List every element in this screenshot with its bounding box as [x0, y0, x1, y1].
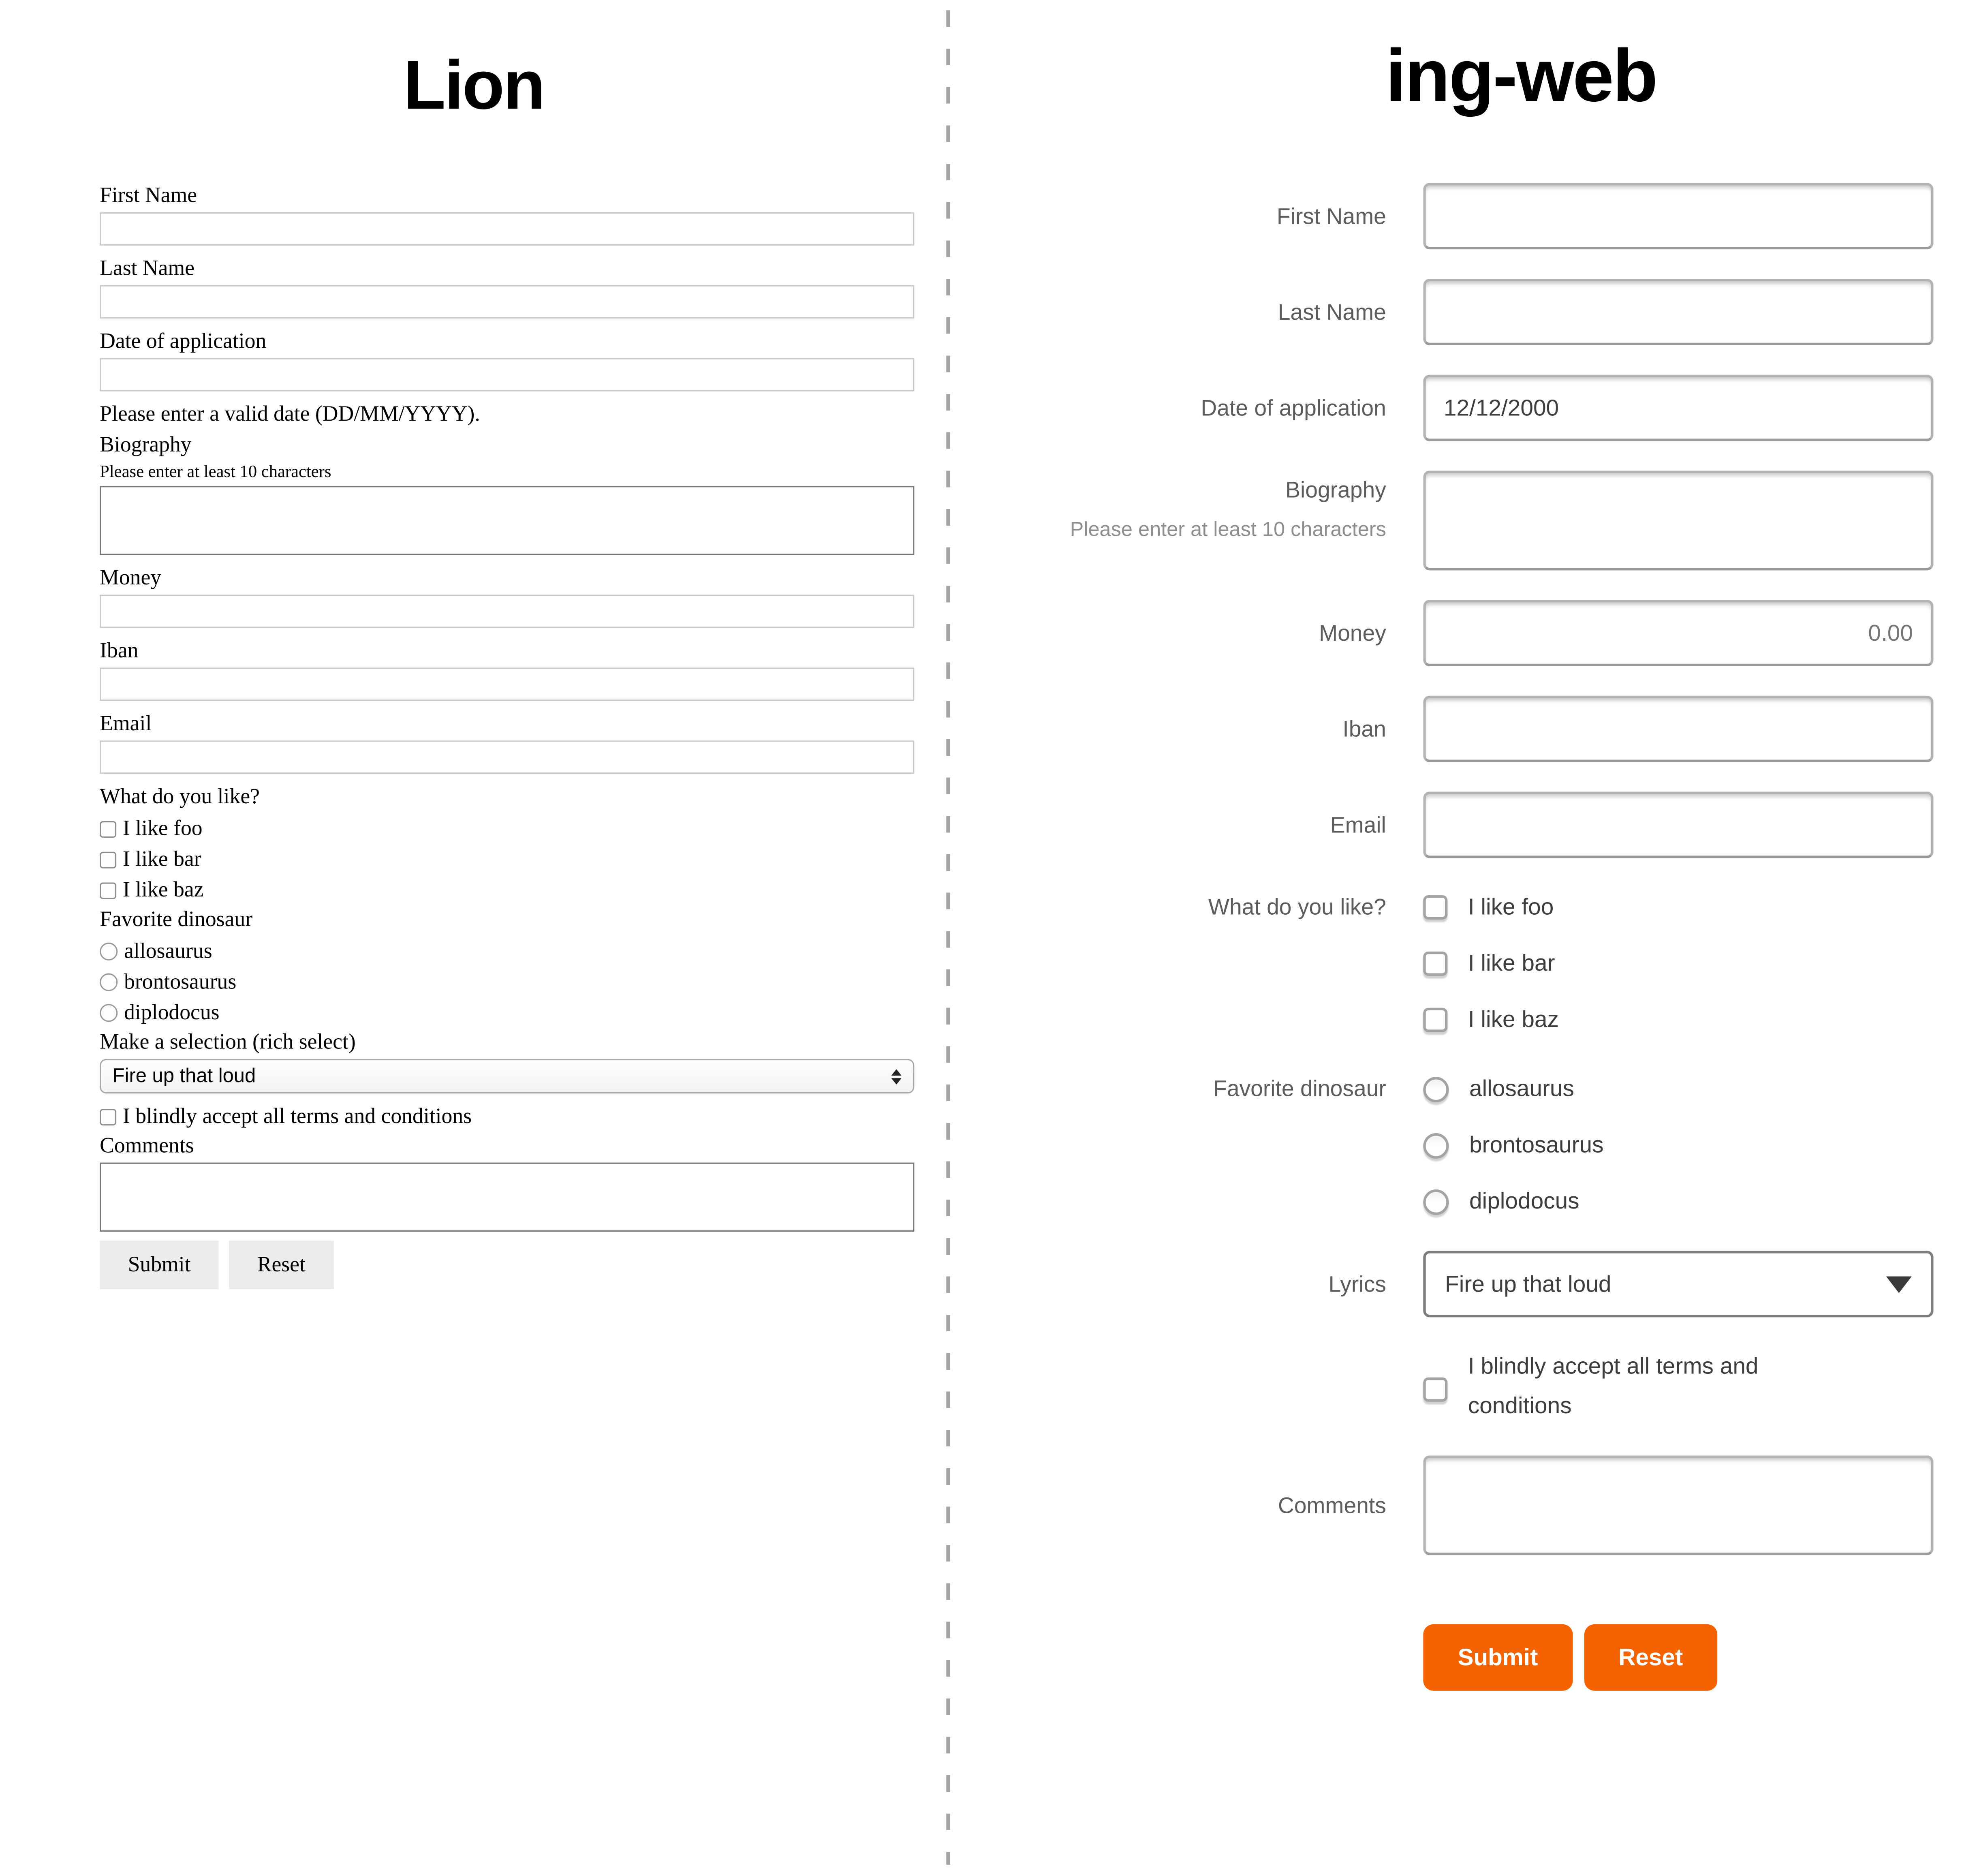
biography-label: Biography	[100, 432, 192, 457]
biography-label-block	[947, 471, 1386, 542]
email-label: Email	[100, 711, 152, 736]
money-label: Money	[1319, 620, 1386, 646]
ing-web-panel	[947, 0, 1977, 1691]
comments-textarea[interactable]	[1423, 1455, 1933, 1555]
radio-label: brontosaurus	[1469, 1132, 1604, 1157]
checkbox[interactable]	[1423, 1008, 1447, 1032]
form-row	[947, 1347, 1977, 1426]
form-row	[947, 600, 1977, 666]
submit-button[interactable]: Submit	[100, 1241, 219, 1289]
button-row	[100, 1241, 914, 1289]
biography-textarea[interactable]	[100, 486, 914, 555]
radio-button[interactable]	[1423, 1189, 1449, 1214]
form-row	[947, 471, 1977, 570]
radio-button[interactable]	[100, 973, 118, 991]
date-label: Date of application	[100, 329, 267, 353]
form-row	[947, 696, 1977, 762]
iban-input[interactable]	[100, 667, 914, 701]
date-input[interactable]	[100, 358, 914, 391]
iban-label: Iban	[1342, 716, 1386, 742]
email-input[interactable]	[100, 740, 914, 774]
checkbox-row	[100, 813, 914, 844]
likes-group-label: What do you like?	[100, 784, 260, 809]
first-name-input[interactable]	[1423, 183, 1933, 249]
lyrics-label: Lyrics	[1328, 1271, 1386, 1297]
ing-web-title: ing-web	[1385, 34, 1657, 118]
radio-row	[100, 967, 914, 998]
checkbox-label: I like foo	[122, 816, 203, 841]
lion-panel	[0, 0, 947, 1289]
checkbox-label: I like baz	[122, 877, 204, 902]
reset-button[interactable]: Reset	[1584, 1624, 1717, 1691]
rich-select[interactable]	[100, 1059, 914, 1093]
terms-label: I blindly accept all terms and conditions	[122, 1104, 472, 1128]
last-name-label: Last Name	[100, 256, 195, 280]
lion-form	[100, 182, 914, 1289]
comments-label: Comments	[1278, 1492, 1386, 1518]
reset-button[interactable]: Reset	[229, 1241, 333, 1289]
last-name-input[interactable]	[1423, 279, 1933, 345]
iban-input[interactable]	[1423, 696, 1933, 762]
radio-button[interactable]	[1423, 1132, 1449, 1158]
first-name-label: First Name	[1276, 203, 1386, 229]
checkbox-row	[1423, 944, 1933, 984]
checkbox-row	[1423, 1000, 1933, 1040]
last-name-input[interactable]	[100, 285, 914, 319]
checkbox[interactable]	[100, 851, 116, 868]
date-input[interactable]	[1423, 375, 1933, 441]
last-name-label: Last Name	[1278, 299, 1386, 325]
radio-label: allosaurus	[1469, 1075, 1574, 1102]
form-row	[947, 791, 1977, 858]
dinosaur-group-label: Favorite dinosaur	[100, 907, 253, 931]
checkbox-row	[100, 844, 914, 875]
money-label: Money	[100, 565, 162, 590]
dinosaur-group-label: Favorite dinosaur	[1213, 1075, 1386, 1102]
lion-title: Lion	[403, 47, 544, 124]
first-name-input[interactable]	[100, 212, 914, 246]
form-row	[947, 279, 1977, 345]
form-row	[947, 1455, 1977, 1555]
biography-label: Biography	[1285, 477, 1386, 503]
radio-row	[1423, 1125, 1933, 1165]
lyrics-select[interactable]	[1423, 1251, 1933, 1317]
terms-row	[1423, 1347, 1933, 1426]
radio-button[interactable]	[100, 1004, 118, 1022]
rich-select-label: Make a selection (rich select)	[100, 1029, 356, 1054]
form-row	[947, 888, 1977, 1040]
radio-button[interactable]	[1423, 1076, 1449, 1102]
biography-helper: Please enter at least 10 characters	[100, 462, 331, 481]
form-row	[947, 375, 1977, 441]
checkbox-label: I like baz	[1468, 1006, 1559, 1032]
money-input[interactable]	[1423, 600, 1933, 666]
first-name-label: First Name	[100, 183, 197, 207]
button-row	[1423, 1624, 1977, 1691]
email-label: Email	[1330, 812, 1386, 838]
radio-button[interactable]	[100, 943, 118, 960]
form-row	[947, 1251, 1977, 1317]
radio-row	[1423, 1182, 1933, 1221]
terms-label: I blindly accept all terms and conditions	[1468, 1353, 1759, 1418]
checkbox-label: I like bar	[1468, 950, 1555, 976]
email-input[interactable]	[1423, 791, 1933, 858]
checkbox-row	[1423, 888, 1933, 927]
comments-label: Comments	[100, 1133, 194, 1157]
submit-button[interactable]: Submit	[1423, 1624, 1572, 1691]
checkbox[interactable]	[1423, 952, 1447, 976]
form-row	[947, 1069, 1977, 1221]
checkbox[interactable]	[100, 882, 116, 898]
radio-row	[1423, 1069, 1933, 1109]
terms-checkbox[interactable]	[100, 1108, 116, 1125]
terms-row	[100, 1101, 914, 1132]
radio-row	[100, 997, 914, 1028]
checkbox-label: I like foo	[1468, 894, 1554, 920]
iban-label: Iban	[100, 638, 139, 663]
lyrics-select-value: Fire up that loud	[1445, 1271, 1612, 1296]
date-label: Date of application	[1201, 395, 1386, 421]
checkbox[interactable]	[100, 820, 116, 837]
radio-row	[100, 936, 914, 967]
comments-textarea[interactable]	[100, 1163, 914, 1232]
terms-checkbox[interactable]	[1423, 1378, 1447, 1402]
biography-helper: Please enter at least 10 characters	[1070, 519, 1386, 541]
rich-select-value: Fire up that loud	[112, 1065, 256, 1087]
radio-label: brontosaurus	[124, 969, 237, 994]
select-spinner-icon	[891, 1069, 902, 1084]
likes-group-label: What do you like?	[1208, 894, 1386, 920]
radio-label: diplodocus	[1469, 1188, 1579, 1214]
form-row	[947, 183, 1977, 249]
radio-label: allosaurus	[124, 939, 212, 963]
radio-label: diplodocus	[124, 1000, 220, 1025]
checkbox-row	[100, 875, 914, 906]
money-input[interactable]	[100, 595, 914, 628]
date-helper: Please enter a valid date (DD/MM/YYYY).	[100, 401, 480, 426]
biography-textarea[interactable]	[1423, 471, 1933, 570]
ing-web-form	[947, 183, 1977, 1691]
dropdown-arrow-icon	[1886, 1276, 1912, 1292]
checkbox[interactable]	[1423, 895, 1447, 920]
checkbox-label: I like bar	[122, 847, 201, 871]
